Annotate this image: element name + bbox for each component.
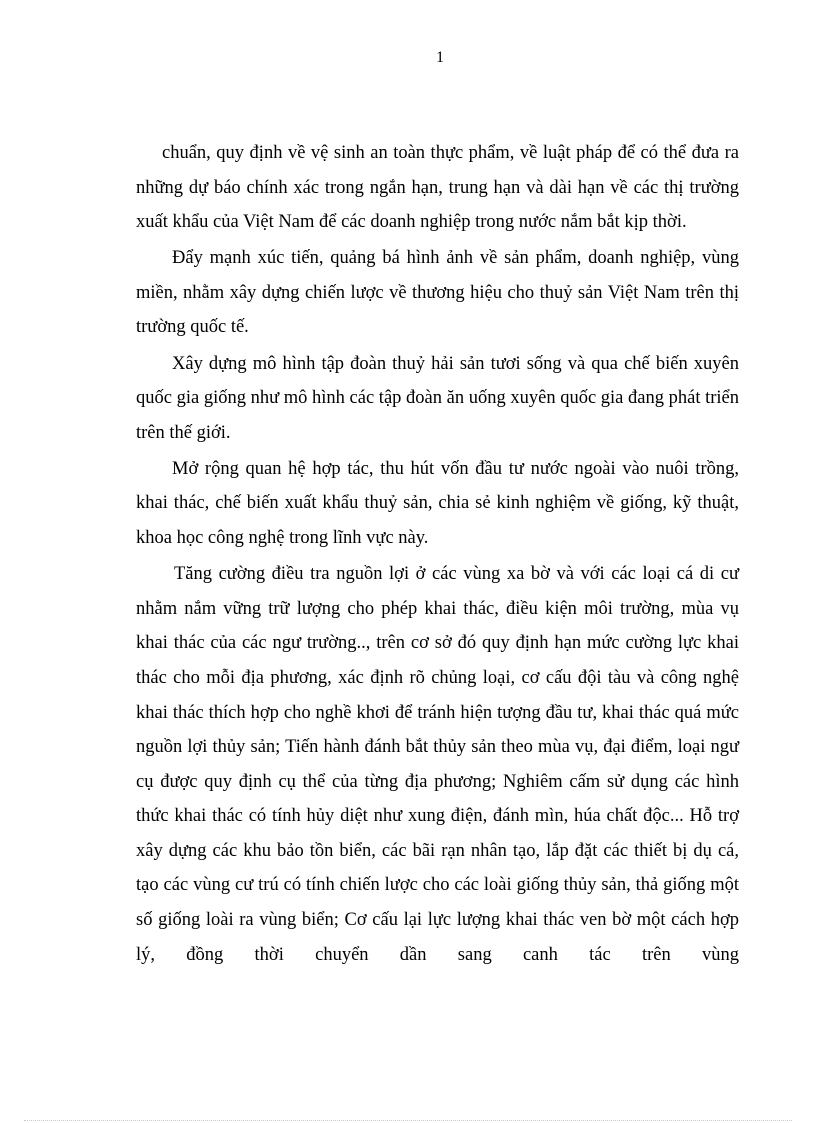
page-bottom-border bbox=[24, 1120, 792, 1121]
page-number: 1 bbox=[436, 49, 444, 66]
document-body bbox=[136, 136, 739, 972]
paragraph-international-cooperation: Mở rộng quan hệ hợp tác, thu hút vốn đầu tư nước ngoài vào nuôi trồng, khai thác, chế biến xuất khẩu thuỷ sản, chia sẻ kinh nghiệm về giống, kỹ thuật, khoa học công nghệ trong lĩnh vực này. bbox=[136, 458, 739, 549]
paragraph-resource-survey: Tăng cường điều tra nguồn lợi ở các vùng xa bờ và với các loại cá di cư nhằm nắm vững trữ lượng cho phép khai thác, điều kiện môi trường, mùa vụ khai thác của các ngư trường.., trên cơ sở đó quy định hạn mức cường lực khai thác cho mỗi địa phương, xác định rõ chủng loại, cơ cấu đội tàu và công nghệ khai thác thích hợp cho nghề khơi để tránh hiện tượng đầu tư, khai thác quá mức nguồn lợi thủy sản; Tiến hành đánh bắt thủy sản theo mùa vụ, đại điểm, loại ngư cụ được quy định cụ thể của từng địa phương; Nghiêm cấm sử dụng các hình thức khai thác có tính hủy diệt như xung điện, đánh mìn, húa chất độc... Hỗ trợ xây dựng các khu bảo tồn biển, các bãi rạn nhân tạo, lắp đặt các thiết bị dụ cá, tạo các vùng cư trú có tính chiến lược cho các loài giống thủy sản, thả giống một số giống loài ra vùng biển; Cơ cấu lại lực lượng khai thác ven bờ một cách hợp lý, đồng thời chuyển dần sang canh tác trên vùng bbox=[136, 564, 739, 965]
paragraph-seafood-corporation: Xây dựng mô hình tập đoàn thuỷ hải sản tươi sống và qua chế biến xuyên quốc gia giống như mô hình các tập đoàn ăn uống xuyên quốc gia đang phát triển trên thế giới. bbox=[136, 353, 739, 443]
paragraph-brand-promotion: Đẩy mạnh xúc tiến, quảng bá hình ảnh về sản phẩm, doanh nghiệp, vùng miền, nhằm xây dựng chiến lược về thương hiệu cho thuỷ sản Việt Nam trên thị trường quốc tế. bbox=[136, 248, 739, 338]
paragraph-food-safety-forecast: chuẩn, quy định về vệ sinh an toàn thực phẩm, về luật pháp để có thể đưa ra những dự báo chính xác trong ngắn hạn, trung hạn và dài hạn về các thị trường xuất khẩu của Việt Nam để các doanh nghiệp trong nước nắm bắt kịp thời. bbox=[136, 143, 739, 233]
